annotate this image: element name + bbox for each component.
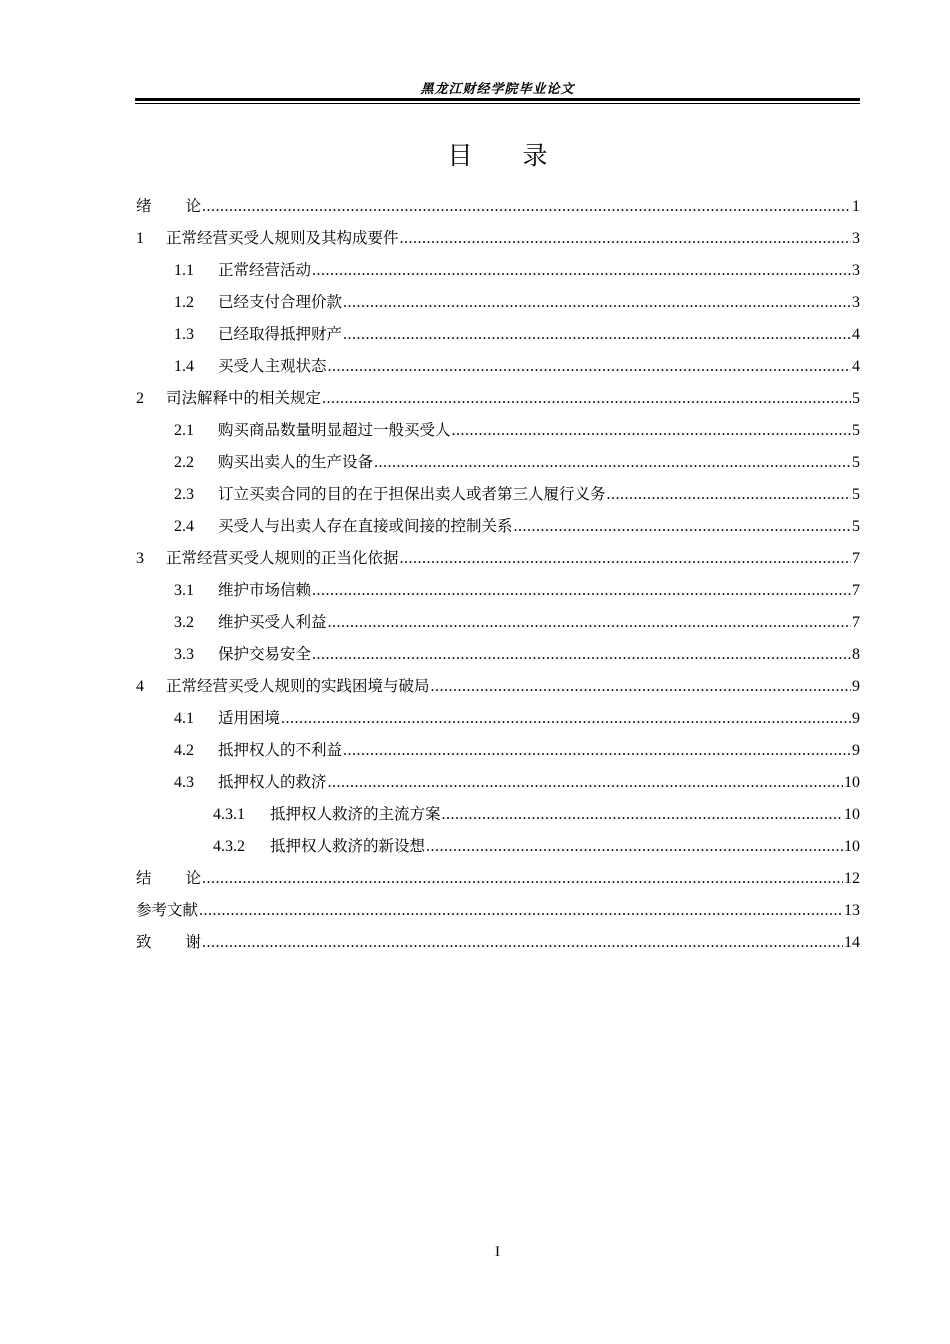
toc-dot-leader [452, 415, 851, 447]
toc-section-number: 2.4 [174, 518, 194, 535]
toc-entry-text: 抵押权人救济的新设想 [270, 837, 426, 855]
toc-entry-text: 抵押权人的不利益 [218, 741, 343, 759]
toc-page-number: 5 [852, 518, 860, 535]
toc-dot-leader [312, 639, 851, 671]
toc-dot-leader [328, 607, 851, 639]
toc-entry-text-part: 论 [185, 197, 202, 215]
toc-entry-text [136, 862, 201, 894]
toc-entry-introduction[interactable] [136, 190, 860, 222]
toc-entry-conclusion[interactable] [136, 862, 860, 894]
toc-page-number: 5 [852, 454, 860, 471]
toc-page-number: 1 [852, 198, 860, 215]
toc-entry-text: 订立买卖合同的目的在于担保出卖人或者第三人履行义务 [218, 485, 606, 503]
toc-page-number: 5 [852, 390, 860, 407]
toc-page-number: 13 [844, 902, 860, 919]
toc-dot-leader [442, 799, 843, 831]
toc-entry-text: 购买出卖人的生产设备 [218, 453, 374, 471]
toc-page-number: 7 [852, 550, 860, 567]
toc-dot-leader [328, 351, 851, 383]
toc-entry-section-1-3[interactable] [136, 318, 860, 350]
toc-section-number: 1.2 [174, 294, 194, 311]
toc-page-number: 3 [852, 230, 860, 247]
toc-section-number: 1.1 [174, 262, 194, 279]
toc-dot-leader [607, 479, 851, 511]
toc-page-number: 12 [844, 870, 860, 887]
toc-entry-text: 正常经营买受人规则的正当化依据 [166, 549, 399, 567]
toc-entry-section-4-3-2[interactable] [136, 830, 860, 862]
toc-section-number: 4.3 [174, 774, 194, 791]
toc-entry-section-3-1[interactable] [136, 574, 860, 606]
toc-page-number: 7 [852, 582, 860, 599]
toc-section-number: 4 [136, 678, 144, 695]
toc-entry-text: 买受人主观状态 [218, 357, 327, 375]
toc-entry-text: 维护市场信赖 [218, 581, 312, 599]
toc-dot-leader [312, 575, 851, 607]
toc-entry-text-part: 结 [136, 869, 152, 887]
toc-entry-section-2-4[interactable] [136, 510, 860, 542]
toc-entry-section-2-1[interactable] [136, 414, 860, 446]
toc-section-number: 3.1 [174, 582, 194, 599]
toc-page-number: 10 [844, 806, 860, 823]
toc-dot-leader [514, 511, 851, 543]
toc-entry-references[interactable] [136, 894, 860, 926]
toc-page-number: 7 [852, 614, 860, 631]
toc-section-number: 3.3 [174, 646, 194, 663]
toc-entry-chapter-2[interactable] [136, 382, 860, 414]
toc-page-number: 3 [852, 262, 860, 279]
toc-entry-text: 维护买受人利益 [218, 613, 327, 631]
toc-entry-text [136, 190, 201, 222]
toc-entry-section-2-2[interactable] [136, 446, 860, 478]
toc-entry-section-4-3-1[interactable] [136, 798, 860, 830]
toc-entry-chapter-4[interactable] [136, 670, 860, 702]
toc-dot-leader [426, 831, 843, 863]
toc-entry-section-1-4[interactable] [136, 350, 860, 382]
toc-entry-section-4-1[interactable] [136, 702, 860, 734]
toc-page-number: 5 [852, 486, 860, 503]
header-rule-thick [135, 98, 860, 101]
toc-entry-section-1-1[interactable] [136, 254, 860, 286]
toc-section-number: 1.4 [174, 358, 194, 375]
page-header: 黑龙江财经学院毕业论文 [420, 82, 575, 97]
toc-entry-text-part: 谢 [185, 933, 202, 951]
toc-dot-leader [343, 287, 851, 319]
toc-entry-chapter-1[interactable] [136, 222, 860, 254]
toc-entry-text [136, 926, 201, 958]
toc-dot-leader [322, 383, 851, 415]
toc-section-number: 4.3.2 [213, 838, 245, 855]
toc-section-number: 3.2 [174, 614, 194, 631]
toc-title [135, 136, 860, 172]
toc-page-number: 9 [852, 678, 860, 695]
toc-dot-leader [199, 895, 843, 927]
toc-entry-section-2-3[interactable] [136, 478, 860, 510]
toc-entry-text: 司法解释中的相关规定 [166, 389, 322, 407]
toc-dot-leader [343, 735, 851, 767]
toc-section-number: 1.3 [174, 326, 194, 343]
toc-section-number: 4.2 [174, 742, 194, 759]
toc-entry-acknowledgements[interactable] [136, 926, 860, 958]
toc-page-number: 9 [852, 742, 860, 759]
toc-dot-leader [202, 863, 843, 895]
toc-page-number: 14 [844, 934, 860, 951]
toc-dot-leader [328, 767, 843, 799]
toc-title-char-1: 目 [447, 141, 473, 170]
toc-dot-leader [400, 543, 851, 575]
toc-page-number: 9 [852, 710, 860, 727]
toc-page-number: 4 [852, 326, 860, 343]
toc-dot-leader [202, 191, 851, 223]
toc-section-number: 2.1 [174, 422, 194, 439]
toc-entry-section-1-2[interactable] [136, 286, 860, 318]
toc-page-number: 8 [852, 646, 860, 663]
toc-dot-leader [343, 319, 851, 351]
toc-entry-text: 适用困境 [218, 709, 281, 727]
toc-entry-text-part: 绪 [136, 197, 152, 215]
header-rule-thin [135, 103, 860, 104]
toc-page-number: 10 [844, 774, 860, 791]
toc-entry-text-part: 论 [185, 869, 202, 887]
toc-entry-text: 抵押权人的救济 [218, 773, 327, 791]
table-of-contents [136, 190, 860, 958]
toc-entry-chapter-3[interactable] [136, 542, 860, 574]
toc-entry-text: 保护交易安全 [218, 645, 312, 663]
toc-entry-section-3-2[interactable] [136, 606, 860, 638]
toc-section-number: 3 [136, 550, 144, 567]
toc-page-number: 4 [852, 358, 860, 375]
toc-dot-leader [202, 927, 843, 959]
toc-entry-text: 购买商品数量明显超过一般买受人 [218, 421, 451, 439]
toc-entry-text: 买受人与出卖人存在直接或间接的控制关系 [218, 517, 513, 535]
toc-entry-section-4-3[interactable] [136, 766, 860, 798]
toc-dot-leader [374, 447, 851, 479]
toc-entry-text: 已经取得抵押财产 [218, 325, 343, 343]
page-footer-number: I [495, 1244, 500, 1260]
toc-title-char-2: 录 [522, 141, 548, 170]
toc-entry-text: 正常经营买受人规则及其构成要件 [166, 229, 399, 247]
toc-entry-text: 正常经营活动 [218, 261, 312, 279]
toc-section-number: 2 [136, 390, 144, 407]
toc-dot-leader [400, 223, 851, 255]
toc-section-number: 4.3.1 [213, 806, 245, 823]
toc-page-number: 5 [852, 422, 860, 439]
toc-entry-section-4-2[interactable] [136, 734, 860, 766]
toc-section-number: 2.3 [174, 486, 194, 503]
toc-entry-text: 抵押权人救济的主流方案 [270, 805, 441, 823]
toc-dot-leader [281, 703, 851, 735]
toc-entry-text: 参考文献 [136, 901, 199, 919]
toc-section-number: 2.2 [174, 454, 194, 471]
toc-dot-leader [312, 255, 851, 287]
toc-page-number: 10 [844, 838, 860, 855]
toc-page-number: 3 [852, 294, 860, 311]
toc-entry-section-3-3[interactable] [136, 638, 860, 670]
toc-entry-text: 正常经营买受人规则的实践困境与破局 [166, 677, 430, 695]
toc-entry-text: 已经支付合理价款 [218, 293, 343, 311]
toc-section-number: 1 [136, 230, 144, 247]
toc-dot-leader [431, 671, 851, 703]
toc-entry-text-part: 致 [136, 933, 152, 951]
toc-section-number: 4.1 [174, 710, 194, 727]
